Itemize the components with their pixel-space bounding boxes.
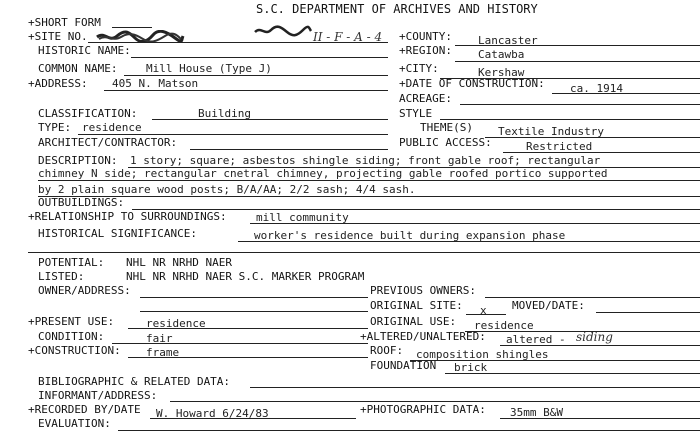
- outbuildings-label: OUTBUILDINGS:: [38, 196, 125, 209]
- classification-line: [152, 119, 388, 120]
- foundation-label: FOUNDATION: [370, 359, 437, 372]
- description-line-3: by 2 plain square wood posts; B/A/AA; 2/2 sash; 4/4 sash.: [38, 183, 416, 196]
- date-construction-label: +DATE OF CONSTRUCTION:: [399, 77, 545, 90]
- owner-address-line: [140, 297, 368, 298]
- county-line: [455, 45, 700, 46]
- significance-line: [238, 241, 700, 242]
- recorded-by-value: W. Howard 6/24/83: [156, 407, 269, 420]
- original-site-label: ORIGINAL SITE:: [370, 299, 463, 312]
- potential-label: POTENTIAL:: [38, 256, 105, 269]
- listed-label: LISTED:: [38, 270, 85, 283]
- altered-handwritten: siding: [576, 330, 613, 344]
- construction-line: [128, 357, 368, 358]
- acreage-line: [460, 104, 700, 105]
- common-name-line: [124, 75, 388, 76]
- original-use-value: residence: [474, 319, 534, 332]
- photographic-data-label: +PHOTOGRAPHIC DATA:: [360, 403, 486, 416]
- address-label: +ADDRESS:: [28, 77, 88, 90]
- condition-line: [112, 343, 368, 344]
- address-value: 405 N. Matson: [112, 77, 199, 90]
- present-use-label: +PRESENT USE:: [28, 315, 115, 328]
- region-label: +REGION:: [399, 44, 452, 57]
- themes-value: Textile Industry: [498, 125, 604, 138]
- type-line: [78, 134, 388, 135]
- description-label: DESCRIPTION:: [38, 154, 118, 167]
- relationship-label: +RELATIONSHIP TO SURROUNDINGS:: [28, 210, 227, 223]
- construction-label: +CONSTRUCTION:: [28, 344, 121, 357]
- short-form-line: [112, 27, 152, 28]
- recorded-by-label: +RECORDED BY/DATE: [28, 403, 141, 416]
- informant-label: INFORMANT/ADDRESS:: [38, 389, 158, 402]
- public-access-label: PUBLIC ACCESS:: [399, 136, 492, 149]
- evaluation-line: [118, 430, 700, 431]
- relationship-value: mill community: [256, 211, 349, 224]
- recorded-by-line: [150, 418, 356, 419]
- public-access-value: Restricted: [526, 140, 593, 153]
- county-label: +COUNTY:: [399, 30, 452, 43]
- altered-value: altered -: [506, 333, 566, 346]
- historic-name-line: [131, 57, 388, 58]
- condition-value: fair: [146, 332, 173, 345]
- owner-address-line-2: [140, 311, 368, 312]
- construction-value: frame: [146, 346, 180, 359]
- original-site-value: x: [480, 304, 487, 317]
- city-value: Kershaw: [478, 66, 525, 79]
- historic-name-label: HISTORIC NAME:: [38, 44, 131, 57]
- present-use-line: [128, 328, 368, 329]
- previous-owners-label: PREVIOUS OWNERS:: [370, 284, 476, 297]
- relationship-line: [250, 223, 700, 224]
- significance-label: HISTORICAL SIGNIFICANCE:: [38, 227, 197, 240]
- present-use-value: residence: [146, 317, 206, 330]
- architect-line: [190, 149, 388, 150]
- site-no-line: [88, 42, 388, 43]
- bibliographic-line: [250, 387, 700, 388]
- themes-label: THEME(S): [420, 121, 473, 134]
- moved-date-line: [596, 312, 700, 313]
- style-label: STYLE: [399, 107, 433, 120]
- section-separator: [28, 252, 700, 253]
- region-line: [455, 61, 700, 62]
- date-construction-line: [552, 93, 700, 94]
- themes-line: [485, 137, 700, 138]
- condition-label: CONDITION:: [38, 330, 105, 343]
- significance-value: worker's residence built during expansion phase: [254, 229, 566, 242]
- description-line-1: 1 story; square; asbestos shingle siding; front gable roof; rectangular: [130, 154, 601, 167]
- altered-label: +ALTERED/UNALTERED:: [360, 330, 486, 343]
- type-label: TYPE:: [38, 121, 72, 134]
- bibliographic-label: BIBLIOGRAPHIC & RELATED DATA:: [38, 375, 231, 388]
- moved-date-label: MOVED/DATE:: [512, 299, 585, 312]
- style-line: [440, 119, 700, 120]
- classification-label: CLASSIFICATION:: [38, 107, 138, 120]
- site-no-handwritten: II - F - A - 4: [313, 30, 383, 44]
- city-label: +CITY:: [399, 62, 439, 75]
- short-form-label: +SHORT FORM: [28, 16, 101, 29]
- classification-value: Building: [198, 107, 251, 120]
- photographic-data-value: 35mm B&W: [510, 406, 563, 419]
- common-name-label: COMMON NAME:: [38, 62, 118, 75]
- description-rule-3: [38, 196, 700, 197]
- common-name-value: Mill House (Type J): [146, 62, 272, 75]
- altered-line: [500, 345, 700, 346]
- foundation-value: brick: [454, 361, 488, 374]
- county-value: Lancaster: [478, 34, 538, 47]
- listed-codes: NHL NR NRHD NAER S.C. MARKER PROGRAM: [126, 270, 365, 283]
- evaluation-label: EVALUATION:: [38, 417, 111, 430]
- informant-line: [170, 401, 700, 402]
- architect-label: ARCHITECT/CONTRACTOR:: [38, 136, 178, 149]
- site-no-label: +SITE NO.: [28, 30, 88, 43]
- previous-owners-line: [485, 297, 700, 298]
- original-use-label: ORIGINAL USE:: [370, 315, 457, 328]
- address-line: [104, 90, 388, 91]
- foundation-line: [445, 373, 700, 374]
- public-access-line: [503, 152, 700, 153]
- redacted-site-mark: [253, 24, 313, 38]
- potential-codes: NHL NR NRHD NAER: [126, 256, 232, 269]
- roof-label: ROOF:: [370, 344, 404, 357]
- photographic-data-line: [500, 418, 700, 419]
- owner-address-label: OWNER/ADDRESS:: [38, 284, 131, 297]
- date-construction-value: ca. 1914: [570, 82, 623, 95]
- type-value: residence: [82, 121, 142, 134]
- region-value: Catawba: [478, 48, 525, 61]
- roof-value: composition shingles: [416, 348, 549, 361]
- acreage-label: ACREAGE:: [399, 92, 452, 105]
- original-site-line: [466, 314, 506, 315]
- description-line-2: chimney N side; rectangular cnetral chimney, projecting gable roofed portico supported: [38, 167, 608, 180]
- form-header: S.C. DEPARTMENT OF ARCHIVES AND HISTORY: [256, 2, 538, 16]
- description-rule-2: [38, 180, 700, 181]
